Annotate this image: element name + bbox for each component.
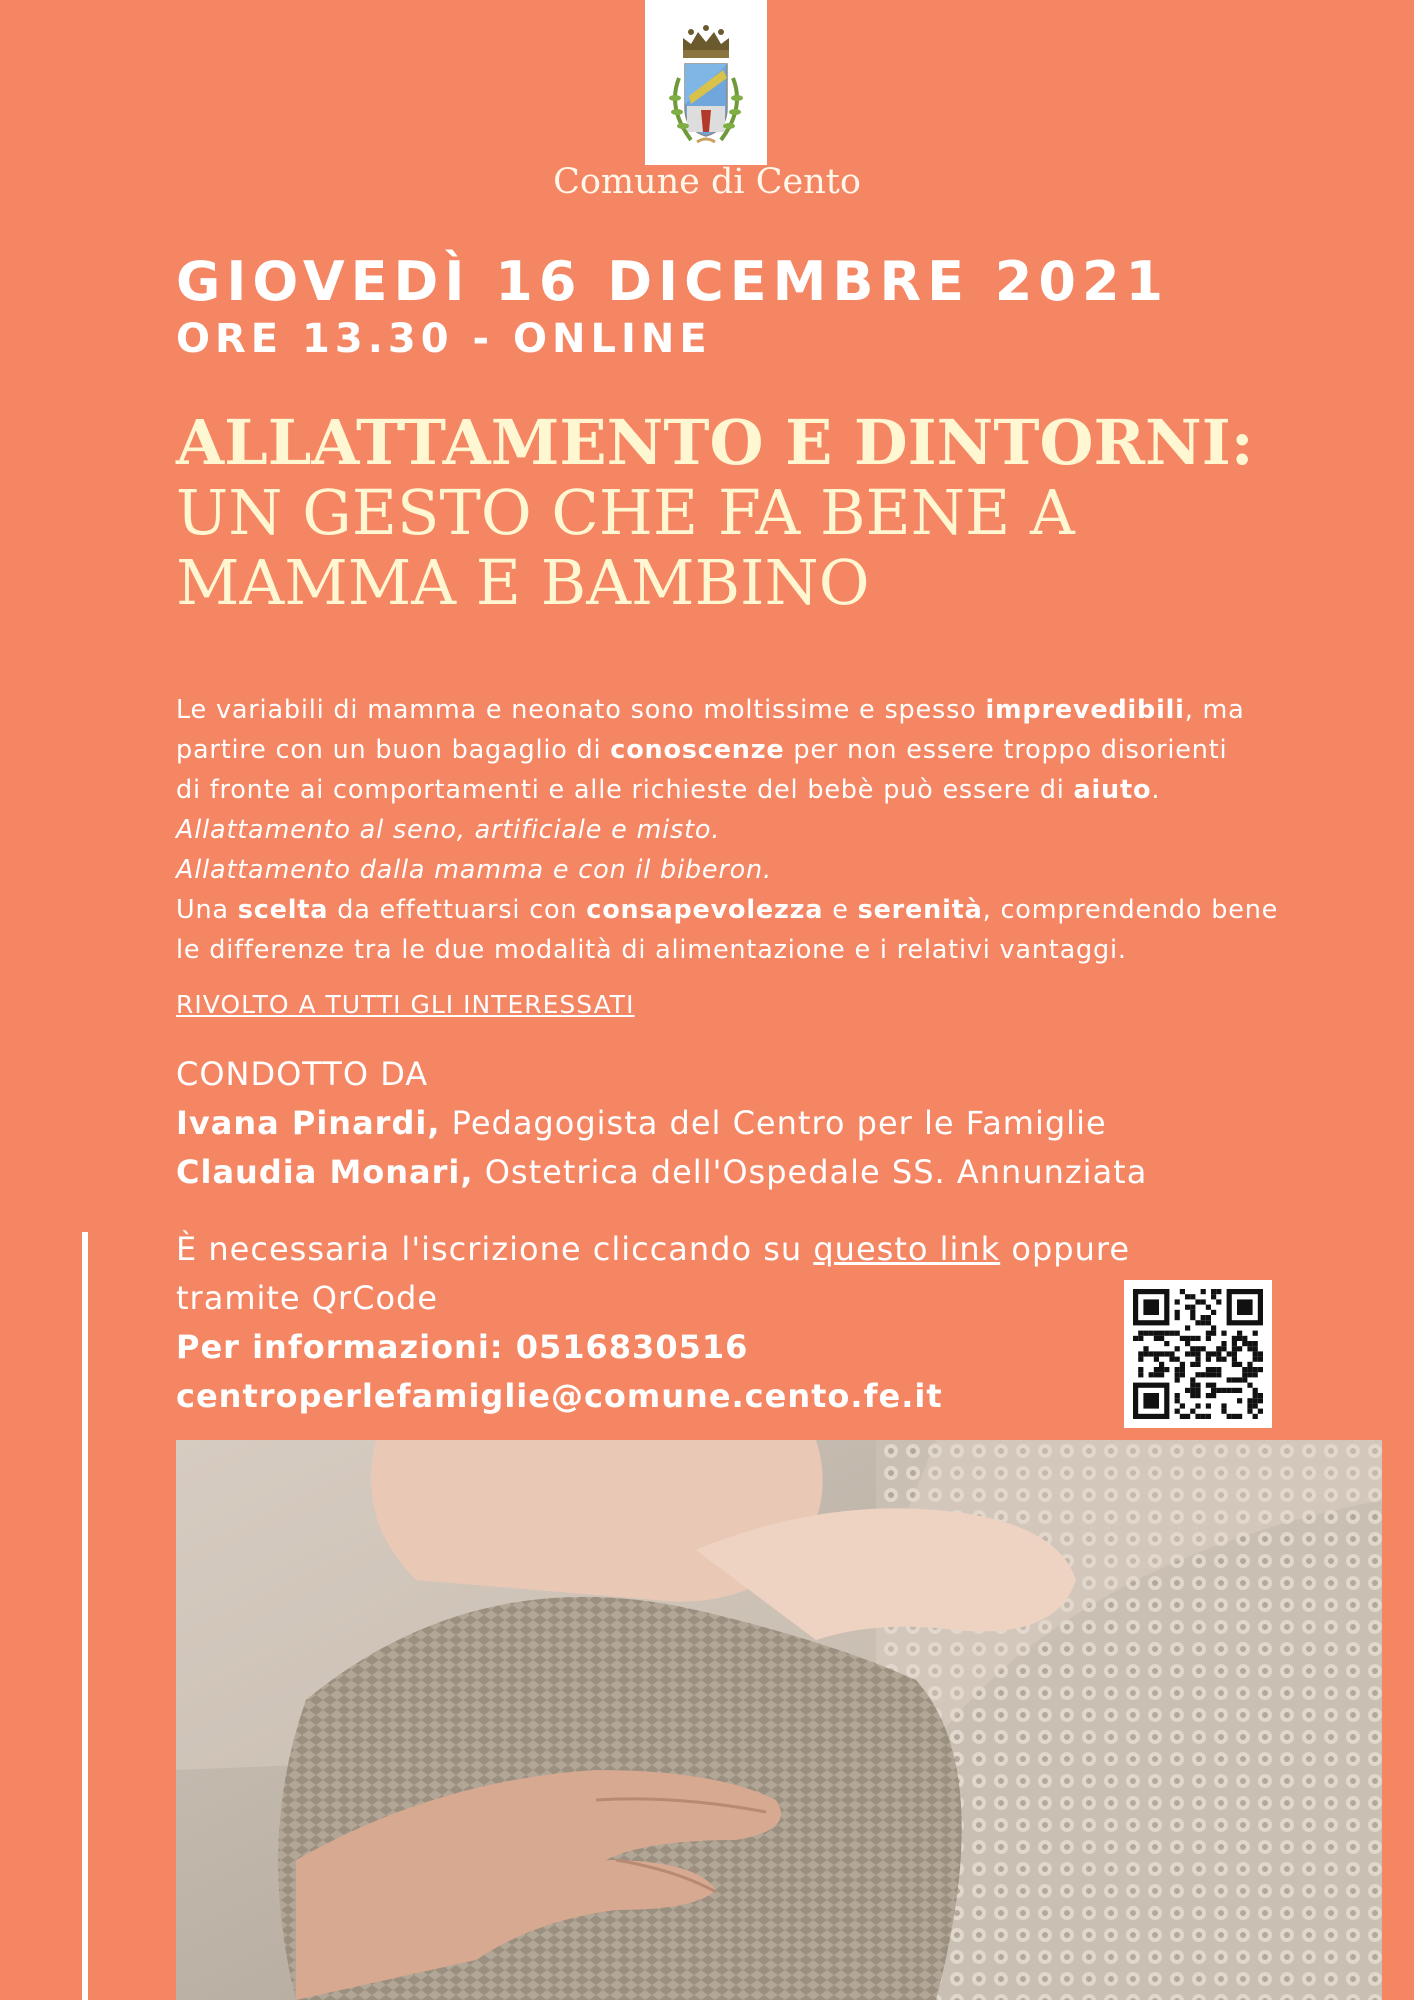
description-line: Allattamento dalla mamma e con il biberon.: [176, 855, 772, 885]
title-line-3: MAMMA E BAMBINO: [176, 546, 870, 619]
baby-photo: [176, 1440, 1382, 2000]
description: [176, 690, 1376, 970]
crest-icon: [661, 8, 751, 158]
description-line: Le variabili di mamma e neonato sono moltissime e spesso imprevedibili, ma: [176, 695, 1245, 725]
description-line: Una scelta da effettuarsi con consapevolezza e serenità, comprendendo bene: [176, 895, 1279, 925]
event-title: [176, 408, 1376, 618]
municipal-crest: [645, 0, 767, 165]
host-1: Ivana Pinardi, Pedagogista del Centro per le Famiglie: [176, 1104, 1107, 1142]
hosts-heading: CONDOTTO DA: [176, 1055, 429, 1093]
qr-code[interactable]: [1124, 1280, 1272, 1428]
description-line: le differenze tra le due modalità di alimentazione e i relativi vantaggi.: [176, 935, 1127, 965]
event-time: ORE 13.30 - ONLINE: [176, 316, 712, 362]
registration-link[interactable]: questo link: [813, 1230, 1001, 1268]
event-date: GIOVEDÌ 16 DICEMBRE 2021: [176, 250, 1170, 313]
info-email[interactable]: centroperlefamiglie@comune.cento.fe.it: [176, 1377, 943, 1415]
description-line: partire con un buon bagaglio di conoscenze per non essere troppo disorienti: [176, 735, 1228, 765]
info-phone: Per informazioni: 0516830516: [176, 1328, 749, 1366]
municipality-name: Comune di Cento: [553, 162, 861, 202]
registration-info: È necessaria l'iscrizione cliccando su questo link oppure tramite QrCode Per informazioni: 0516830516 centroperlefamiglie@comune.cento.fe.it: [176, 1230, 1130, 1415]
vertical-divider: [82, 1232, 88, 2000]
description-line: Allattamento al seno, artificiale e misto.: [176, 815, 721, 845]
baby-blanket-image: [176, 1440, 1382, 2000]
qr-code-icon: [1124, 1280, 1272, 1428]
host-2: Claudia Monari, Ostetrica dell'Ospedale SS. Annunziata: [176, 1153, 1148, 1191]
title-line-2: UN GESTO CHE FA BENE A: [176, 476, 1075, 549]
description-line: di fronte ai comportamenti e alle richieste del bebè può essere di aiuto.: [176, 775, 1161, 805]
title-line-1: ALLATTAMENTO E DINTORNI:: [176, 406, 1254, 479]
hosts: [176, 1050, 1147, 1197]
audience-note: RIVOLTO A TUTTI GLI INTERESSATI: [176, 990, 635, 1019]
